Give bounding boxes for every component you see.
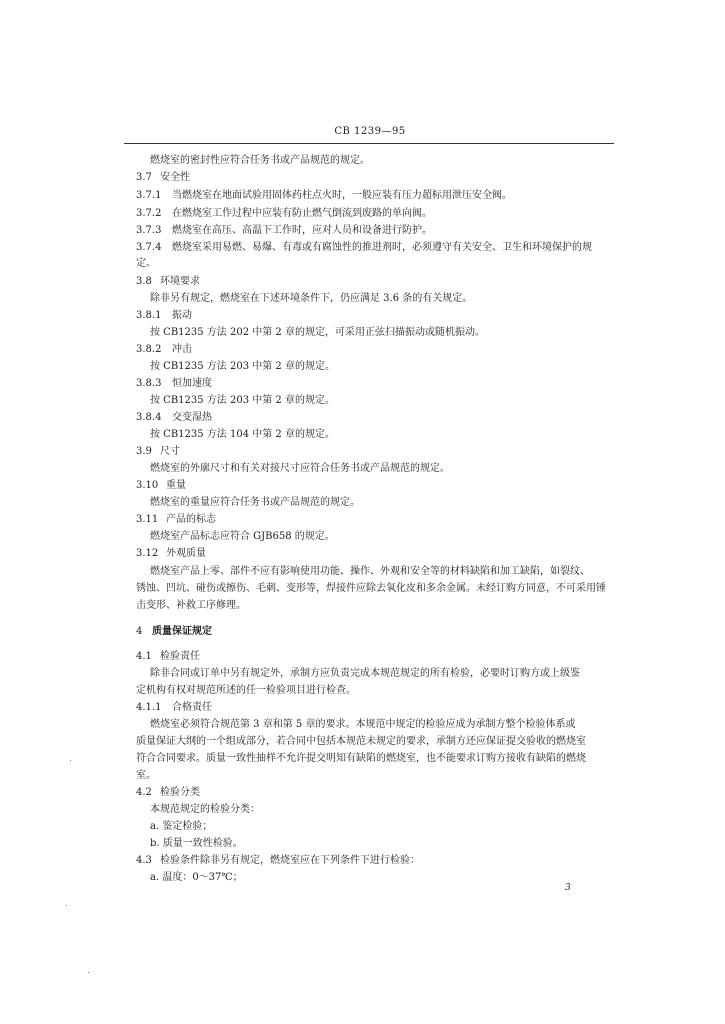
clause-4-2-text: 本规范规定的检验分类： [150, 804, 260, 815]
scan-speck [88, 972, 89, 973]
clause-4-1-1-text-4: 室。 [136, 770, 156, 781]
clause-4-1-1-text-1: 燃烧室必须符合规范第 3 章和第 5 章的要求。本规范中规定的检验应成为承制方整个检验体系或 [150, 719, 576, 730]
header-rule [124, 143, 614, 144]
chapter-4-title: 质量保证规定 [152, 626, 212, 637]
line-0-text: 燃烧室的密封性应符合任务书或产品规范的规定。 [150, 155, 370, 166]
clause-3-7-2-num: 3.7.2 [136, 208, 162, 219]
clause-4-1-1-num: 4.1.1 [136, 702, 162, 713]
clause-3-11-text: 燃烧室产品标志应符合 GJB658 的规定。 [150, 531, 335, 542]
scan-speck [70, 760, 71, 761]
clause-4-1-1-text-3: 符合合同要求。质量一致性抽样不允许提交明知有缺陷的燃烧室，也不能要求订购方接收有缺陷的燃烧 [136, 753, 586, 764]
clause-4-3-item-a: a. 温度：0～37℃； [150, 872, 243, 883]
clause-3-9-title: 尺寸 [160, 446, 180, 457]
clause-4-1-title: 检验责任 [160, 651, 200, 662]
clause-4-1-text-2: 定机构有权对规范所述的任一检验项目进行检查。 [136, 685, 356, 696]
clause-3-7-4-text: 燃烧室采用易燃、易爆、有毒或有腐蚀性的推进剂时，必须遵守有关安全、卫生和环境保护的规 [172, 242, 592, 253]
clause-3-7-num: 3.7 [136, 172, 152, 183]
clause-3-8-text: 除非另有规定，燃烧室在下述环境条件下，仍应满足 3.6 条的有关规定。 [150, 293, 473, 304]
clause-3-9-text: 燃烧室的外廓尺寸和有关对接尺寸应符合任务书或产品规范的规定。 [150, 463, 450, 474]
clause-3-8-num: 3.8 [136, 276, 152, 287]
clause-4-3-text: 检验条件除非另有规定，燃烧室应在下列条件下进行检验： [160, 855, 420, 866]
clause-3-8-1-title: 振动 [172, 310, 192, 321]
clause-4-3-num: 4.3 [136, 855, 152, 866]
clause-4-2-item-a: a. 鉴定检验； [150, 821, 213, 832]
page-number: 3 [565, 883, 571, 893]
standard-code: CB 1239—95 [334, 126, 406, 137]
clause-4-1-1-text-2: 质量保证大纲的一个组成部分，若合同中包括本规范未规定的要求，承制方还应保证提交验收的燃烧室 [136, 736, 586, 747]
clause-3-7-1-num: 3.7.1 [136, 190, 162, 201]
clause-3-7-title: 安全性 [160, 172, 190, 183]
chapter-4-num: 4 [136, 626, 143, 637]
clause-3-10-text: 燃烧室的重量应符合任务书或产品规范的规定。 [150, 497, 360, 508]
clause-4-1-num: 4.1 [136, 651, 152, 662]
clause-4-1-text-1: 除非合同或订单中另有规定外，承制方应负责完成本规范规定的所有检验，必要时订购方或上级鉴 [150, 668, 580, 679]
clause-4-1-1-title: 合格责任 [172, 702, 212, 713]
clause-3-12-title: 外观质量 [166, 548, 206, 559]
clause-3-8-3-title: 恒加速度 [172, 378, 212, 389]
clause-3-7-3-text: 燃烧室在高压、高温下工作时，应对人员和设备进行防护。 [172, 225, 432, 236]
clause-3-7-4-num: 3.7.4 [136, 242, 162, 253]
clause-3-12-text-3: 击变形、补救工序修理。 [136, 600, 246, 611]
clause-3-7-3-num: 3.7.3 [136, 225, 162, 236]
clause-3-7-2-text: 在燃烧室工作过程中应装有防止燃气倒流到废路的单向阀。 [172, 208, 432, 219]
clause-3-10-title: 重量 [166, 480, 186, 491]
clause-4-2-item-b: b. 质量一致性检验。 [150, 838, 243, 849]
clause-3-7-4-cont: 定。 [136, 258, 156, 269]
clause-3-12-num: 3.12 [136, 548, 159, 559]
clause-3-9-num: 3.9 [136, 446, 152, 457]
clause-3-8-4-title: 交变湿热 [172, 412, 212, 423]
clause-3-8-2-title: 冲击 [172, 344, 192, 355]
clause-3-7-1-text: 当燃烧室在地面试验用固体药柱点火时，一般应装有压力超标用泄压安全阀。 [172, 190, 512, 201]
clause-3-11-num: 3.11 [136, 514, 159, 525]
clause-3-12-text-1: 燃烧室产品上零、部件不应有影响使用功能、操作、外观和安全等的材料缺陷和加工缺陷，如裂纹、 [150, 566, 590, 577]
clause-3-8-3-text: 按 CB1235 方法 203 中第 2 章的规定。 [150, 395, 335, 406]
clause-3-8-title: 环境要求 [160, 276, 200, 287]
clause-3-12-text-2: 锈蚀、凹坑、碰伤或擦伤、毛刺、变形等，焊接件应除去氧化皮和多余金属。未经订购方同意，不可采用锤 [136, 583, 606, 594]
clause-3-8-2-num: 3.8.2 [136, 344, 162, 355]
clause-4-2-num: 4.2 [136, 787, 152, 798]
clause-3-8-4-text: 按 CB1235 方法 104 中第 2 章的规定。 [150, 429, 335, 440]
clause-3-10-num: 3.10 [136, 480, 159, 491]
clause-3-8-4-num: 3.8.4 [136, 412, 162, 423]
scan-speck [66, 905, 67, 906]
clause-3-8-1-text: 按 CB1235 方法 202 中第 2 章的规定，可采用正弦扫描振动或随机振动。 [150, 327, 485, 338]
clause-3-8-2-text: 按 CB1235 方法 203 中第 2 章的规定。 [150, 361, 335, 372]
clause-4-2-title: 检验分类 [160, 787, 200, 798]
clause-3-8-1-num: 3.8.1 [136, 310, 162, 321]
clause-3-8-3-num: 3.8.3 [136, 378, 162, 389]
clause-3-11-title: 产品的标志 [166, 514, 216, 525]
